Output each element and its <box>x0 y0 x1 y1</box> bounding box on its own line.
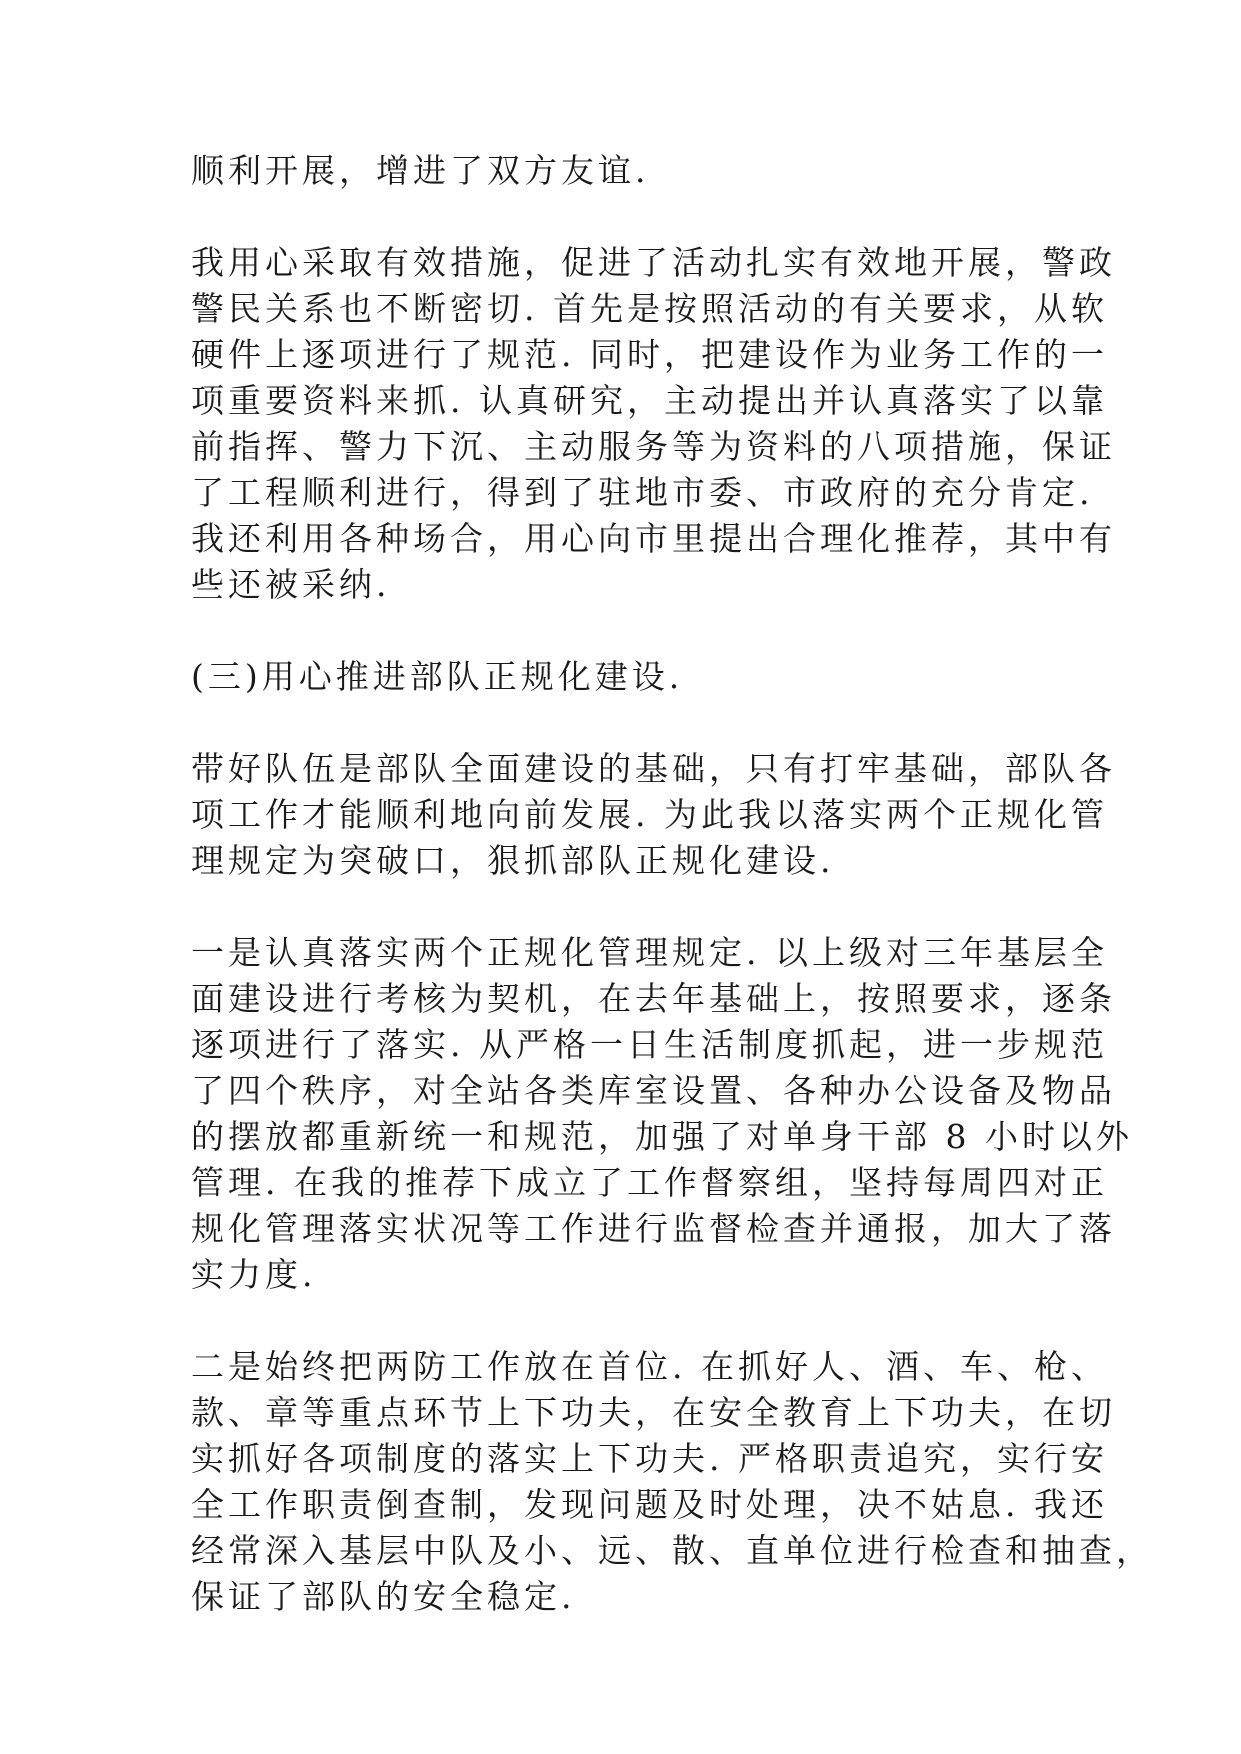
text-line: 了工程顺利进行，得到了驻地市委、市政府的充分肯定. <box>191 473 1094 512</box>
text-line: 的摆放都重新统一和规范，加强了对单身干部 8 小时以外 <box>191 1117 1133 1156</box>
text-line: 规化管理落实状况等工作进行监督检查并通报，加大了落 <box>191 1209 1116 1248</box>
text-line: 项工作才能顺利地向前发展. 为此我以落实两个正规化管 <box>191 795 1108 834</box>
text-line: 逐项进行了落实. 从严格一日生活制度抓起，进一步规范 <box>191 1025 1108 1064</box>
text-line: 了四个秩序，对全站各类库室设置、各种办公设备及物品 <box>191 1071 1116 1110</box>
text-line: 警民关系也不断密切. 首先是按照活动的有关要求，从软 <box>191 289 1108 328</box>
text-line: 些还被采纳. <box>191 565 391 604</box>
text-line: 理规定为突破口，狠抓部队正规化建设. <box>191 841 835 880</box>
paragraph-measures <box>191 240 1116 608</box>
section-heading-text: (三)用心推进部队正规化建设. <box>191 657 684 696</box>
text-line: 面建设进行考核为契机，在去年基础上，按照要求，逐条 <box>191 979 1116 1018</box>
paragraph-point-one <box>191 930 1133 1298</box>
text-line: 我还利用各种场合，用心向市里提出合理化推荐，其中有 <box>191 519 1116 558</box>
text-line: 款、章等重点环节上下功夫，在安全教育上下功夫，在切 <box>191 1393 1116 1432</box>
text-line: 全工作职责倒查制，发现问题及时处理，决不姑息. 我还 <box>191 1485 1108 1524</box>
text-line: 经常深入基层中队及小、远、散、直单位进行检查和抽查， <box>191 1531 1153 1570</box>
paragraph-team-building <box>191 746 1116 884</box>
section-heading <box>191 654 1031 700</box>
text-line: 前指挥、警力下沉、主动服务等为资料的八项措施，保证 <box>191 427 1116 466</box>
text-line: 实力度. <box>191 1255 317 1294</box>
text-line: 管理. 在我的推荐下成立了工作督察组，坚持每周四对正 <box>191 1163 1108 1202</box>
text-line: 项重要资料来抓. 认真研究，主动提出并认真落实了以靠 <box>191 381 1108 420</box>
text-line: 二是始终把两防工作放在首位. 在抓好人、酒、车、枪、 <box>191 1347 1108 1386</box>
text-line: 顺利开展，增进了双方友谊. <box>191 151 650 190</box>
text-line: 硬件上逐项进行了规范. 同时，把建设作为业务工作的一 <box>191 335 1108 374</box>
paragraph-continuation <box>191 148 1031 194</box>
paragraph-point-two <box>191 1344 1153 1620</box>
text-line: 一是认真落实两个正规化管理规定. 以上级对三年基层全 <box>191 933 1108 972</box>
text-line: 保证了部队的安全稳定. <box>191 1577 576 1616</box>
document-body <box>191 148 1153 1666</box>
text-line: 带好队伍是部队全面建设的基础，只有打牢基础，部队各 <box>191 749 1116 788</box>
text-line: 实抓好各项制度的落实上下功夫. 严格职责追究，实行安 <box>191 1439 1108 1478</box>
text-line: 我用心采取有效措施，促进了活动扎实有效地开展，警政 <box>191 243 1116 282</box>
